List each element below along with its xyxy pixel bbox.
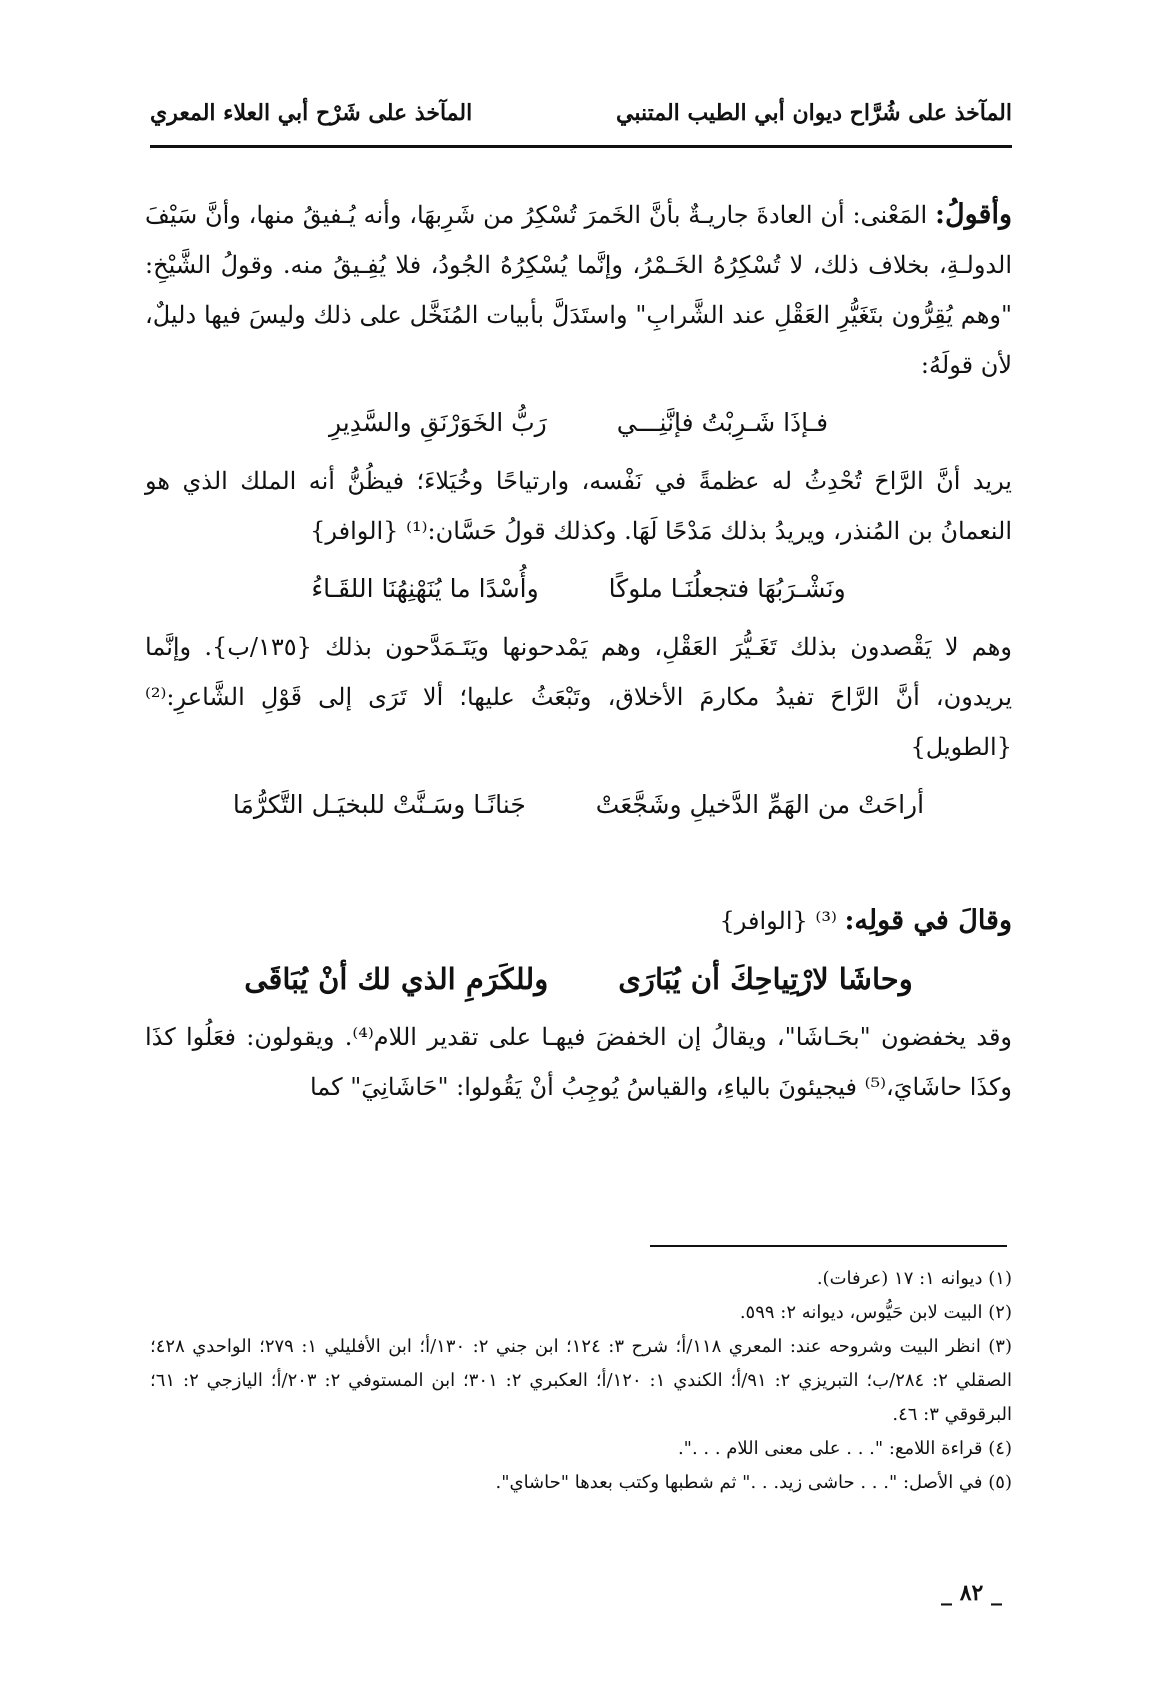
paragraph: وهم لا يَقْصدون بذلك تَغَـيُّرَ العَقْلِ، وهم يَمْدحونها ويَتَـمَدَّحون بذلك {١٣٥/ب}. وإنَّما يريدون، أنَّ الرَّاحَ تفيدُ مكارمَ الأخلاق، وتَبْعَثُ عليها؛ ألا تَرَى إلى قَوْلِ الشَّاعرِ:⁽²⁾ {الطويل} xyxy=(145,633,1012,761)
verse-first-hemistich: أراحَتْ من الهَمِّ الدَّخيلِ وشَجَّعَتْ xyxy=(595,790,925,819)
header-rule xyxy=(150,145,1012,148)
section-lead: وقالَ في قولِه: xyxy=(844,905,1012,936)
main-text xyxy=(145,190,1012,1112)
verse xyxy=(145,778,1012,832)
page-number: _ ٨٢ _ xyxy=(941,1580,1002,1606)
footnote: (١) ديوانه ١: ١٧ (عرفات). xyxy=(816,1268,1012,1289)
section-gap xyxy=(145,838,1012,896)
paragraph-lead: وأقولُ: xyxy=(935,199,1012,230)
section-lead-meter: ⁽³⁾ {الوافر} xyxy=(719,907,845,935)
running-header xyxy=(150,100,1012,126)
verse-second-hemistich: جَنانًـا وسَـنَّتْ للبخيَـل التَّكرُّمَا xyxy=(232,790,526,819)
verse xyxy=(145,952,1012,1006)
verse-first-hemistich: وحاشَا لارْتِياحِكَ أن يُبَارَى xyxy=(618,962,913,996)
footnote: (٤) قراءة اللامع: ". . . على معنى اللام . . .". xyxy=(677,1438,1012,1459)
paragraph: وقد يخفضون "بحَـاشَا"، ويقالُ إن الخفضَ فيهـا على تقدير اللام⁽⁴⁾. ويقولون: فعَلُوا كذَا وكذَا حاشَايَ،⁽⁵⁾ فيجيئونَ بالياءِ، والقياسُ يُوجِبُ أنْ يَقُولوا: "حَاشَانِيَ" كما xyxy=(145,1023,1013,1101)
verse xyxy=(145,562,1012,616)
header-chapter-title: المآخذ على شَرْح أبي العلاء المعري xyxy=(150,100,473,126)
paragraph: يريد أنَّ الرَّاحَ تُحْدِثُ له عظمةً في نَفْسه، وارتياحًا وخُيَلاءَ؛ فيظُنُّ أنه الملك الذي هو النعمانُ بن المُنذر، ويريدُ بذلك مَدْحًا لَهَا. وكذلك قولُ حَسَّان:⁽¹⁾ {الوافر} xyxy=(145,467,1012,545)
paragraph-text: المَعْنى: أن العادةَ جاريـةٌ بأنَّ الخَمرَ تُسْكِرُ من شَرِبهَا، وأنه يُـفيقُ منها، وأنَّ سَيْفَ الدولـةِ، بخلاف ذلك، لا تُسْكِرُهُ الخَـمْرُ، وإنَّما يُسْكِرُهُ الجُودُ، فلا يُفِـيقُ منه. وقولُ الشَّيْخِ: "وهم يُقِرُّون بتَغَيُّرِ العَقْلِ عند الشَّرابِ" واستَدَلَّ بأبيات المُنَخَّل على ذلك وليسَ فيها دليلٌ، لأن قولَهُ: xyxy=(145,201,1012,379)
verse-second-hemistich: وأُسْدًا ما يُنَهْنِهُنَا اللقَـاءُ xyxy=(311,574,539,603)
footnote: (٢) البيت لابن حَيُّوس، ديوانه ٢: ٥٩٩. xyxy=(739,1302,1012,1323)
verse-first-hemistich: فـإذَا شَـرِبْتُ فإنَّنِـــي xyxy=(616,408,829,437)
footnotes xyxy=(150,1262,1012,1500)
section-heading xyxy=(145,896,1012,946)
header-book-title: المآخذ على شُرَّاح ديوان أبي الطيب المتنبي xyxy=(616,100,1012,126)
verse-second-hemistich: رَبُّ الخَوَرْنَقِ والسَّدِيرِ xyxy=(328,408,547,437)
verse-first-hemistich: ونَشْـرَبُهَا فتجعلُنَـا ملوكًا xyxy=(608,574,846,603)
paragraph xyxy=(145,190,1012,390)
footnote: (٥) في الأصل: ". . . حاشى زيد. . ." ثم شطبها وكتب بعدها "حاشاي". xyxy=(495,1472,1012,1493)
footnote-rule xyxy=(650,1245,1007,1247)
verse-second-hemistich: وللكَرَمِ الذي لك أنْ يُبَاقَى xyxy=(244,962,549,996)
verse xyxy=(145,396,1012,450)
footnote: (٣) انظر البيت وشروحه عند: المعري ١١٨/أ؛ شرح ٣: ١٢٤؛ ابن جني ٢: ١٣٠/أ؛ ابن الأفليلي ١: ٢٧٩؛ الواحدي ٤٢٨؛ الصقلي ٢: ٢٨٤/ب؛ التبريزي ٢: ٩١/أ؛ الكندي ١: ١٢٠/أ؛ العكبري ٢: ٣٠١؛ ابن المستوفي ٢: ٢٠٣/أ؛ اليازجي ٢: ٦١؛ البرقوقي ٣: ٤٦. xyxy=(150,1336,1012,1425)
